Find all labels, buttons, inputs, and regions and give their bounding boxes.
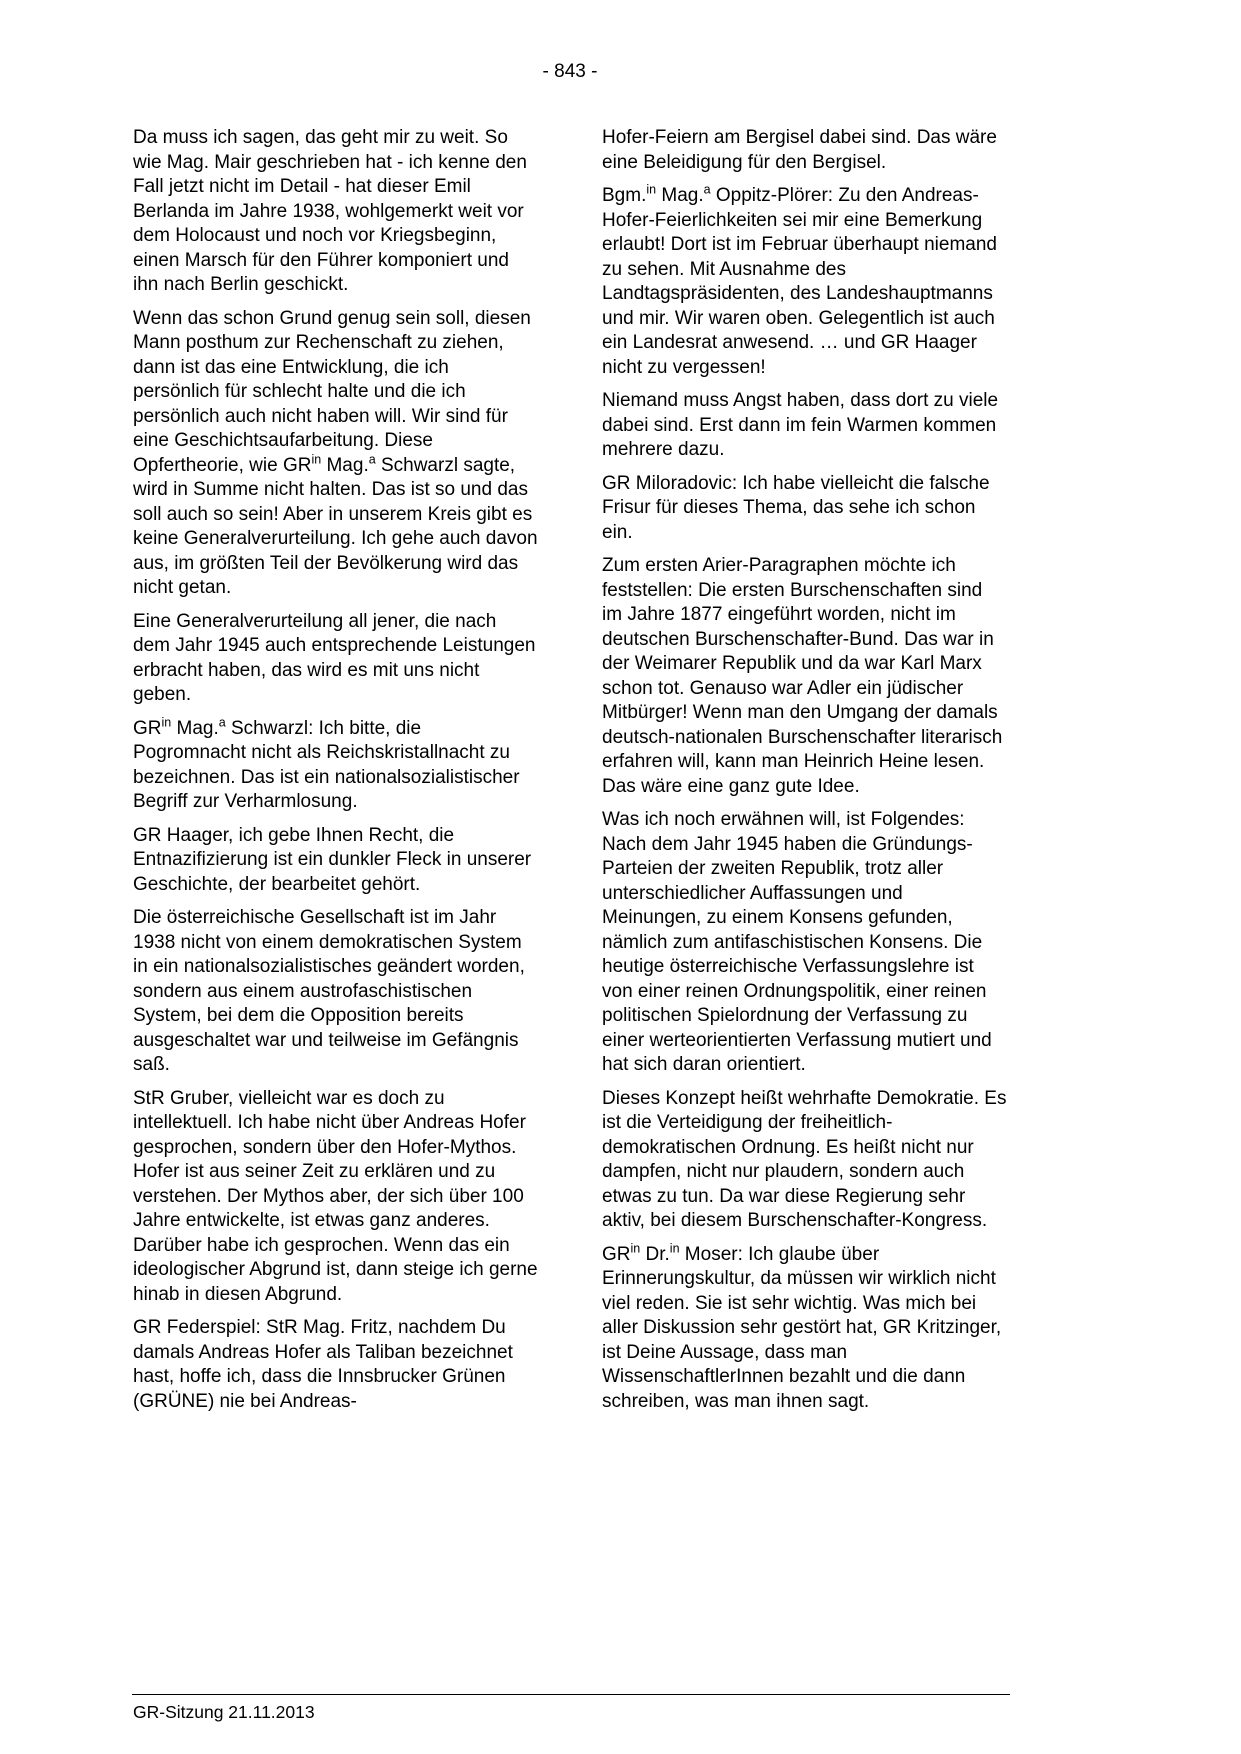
paragraph: Zum ersten Arier-Paragraphen möchte ich feststellen: Die ersten Burschenschaften sind im Jahre 1877 eingeführt worden, nicht im deutschen Burschenschafter-Bund. Das war in der Weimarer Republik und da war Karl Marx schon tot. Genauso war Adler ein jüdischer Mitbürger! Wenn man den Umgang der damals deutsch-nationalen Burschenschafter literarisch erfahren will, kann man Heinrich Heine lesen. Das wäre eine ganz gute Idee.	[602, 555, 1003, 797]
text-columns	[133, 126, 1007, 1423]
paragraph: $GR^{in}$ Mag.$^a$ Schwarzl: Ich bitte, die Pogromnacht nicht als Reichskristallnacht zu bezeichnen. Das ist ein nationalsozialistischer Begriff zur Verharmlosung.	[133, 715, 520, 812]
superscript: a	[218, 715, 226, 730]
page-number: - 843 -	[542, 61, 598, 82]
superscript: in	[161, 715, 172, 730]
paragraph: Dieses Konzept heißt wehrhafte Demokratie. Es ist die Verteidigung der freiheitlich-demokratischen Ordnung. Es heißt nicht nur dampfen, nicht nur plaudern, sondern auch etwas zu tun. Da war diese Regierung sehr aktiv, bei diesem Burschenschafter-Kongress.	[602, 1087, 1007, 1231]
superscript: a	[368, 452, 376, 467]
paragraph: Bgm.$^{in}$ Mag.$^a$ Oppitz-Plörer: Zu den Andreas-Hofer-Feierlichkeiten sei mir eine Bemerkung erlaubt! Dort ist im Februar überhaupt niemand zu sehen. Mit Ausnahme des Landtagspräsidenten, des Landeshauptmanns und mir. Wir waren oben. Gelegentlich ist auch ein Landesrat anwesend. … und GR Haager nicht zu vergessen!	[602, 182, 997, 378]
left-column	[133, 126, 538, 1423]
paragraph: Da muss ich sagen, das geht mir zu weit. So wie Mag. Mair geschrieben hat - ich kenne den Fall jetzt nicht im Detail - hat dieser Emil Berlanda im Jahre 1938, wohlgemerkt weit vor dem Holocaust und noch vor Kriegsbeginn, einen Marsch für den Führer komponiert und ihn nach Berlin geschickt.	[133, 127, 527, 295]
superscript: in	[311, 452, 322, 467]
right-column	[602, 126, 1007, 1423]
paragraph: GR Haager, ich gebe Ihnen Recht, die Entnazifizierung ist ein dunkler Fleck in unserer Geschichte, der bearbeitet gehört.	[133, 824, 532, 895]
paragraph: Eine Generalverurteilung all jener, die nach dem Jahr 1945 auch entsprechende Leistungen erbracht haben, das wird es mit uns nicht geben.	[133, 610, 536, 705]
paragraph: Hofer-Feiern am Bergisel dabei sind. Das wäre eine Beleidigung für den Bergisel.	[602, 127, 997, 173]
superscript: a	[703, 182, 711, 197]
paragraph: StR Gruber, vielleicht war es doch zu intellektuell. Ich habe nicht über Andreas Hofer gesprochen, sondern über den Hofer-Mythos. Hofer ist aus seiner Zeit zu erklären und zu verstehen. Der Mythos aber, der sich über 100 Jahre entwickelte, ist etwas ganz anderes. Darüber habe ich gesprochen. Wenn das ein ideologischer Abgrund ist, dann steige ich gerne hinab in diesen Abgrund.	[133, 1087, 538, 1305]
paragraph: Die österreichische Gesellschaft ist im Jahr 1938 nicht von einem demokratischen System in ein nationalsozialistisches geändert worden, sondern aus einem austrofaschistischen System, bei dem die Opposition bereits ausgeschaltet war und teilweise im Gefängnis saß.	[133, 907, 525, 1075]
superscript: in	[646, 182, 657, 197]
footer-divider	[132, 1694, 1010, 1695]
paragraph: Was ich noch erwähnen will, ist Folgendes: Nach dem Jahr 1945 haben die Gründungs-Parteien der zweiten Republik, trotz aller unterschiedlicher Auffassungen und Meinungen, zu einem Konsens gefunden, nämlich zum antifaschistischen Konsens. Die heutige österreichische Verfassungslehre ist von einer reinen Ordnungspolitik, einer reinen politischen Spielordnung der Verfassung zu einer werteorientierten Verfassung mutiert und hat sich daran orientiert.	[602, 809, 992, 1075]
superscript: in	[630, 1241, 641, 1256]
footer-label: GR-Sitzung 21.11.2013	[133, 1702, 315, 1722]
paragraph: GR Federspiel: StR Mag. Fritz, nachdem Du damals Andreas Hofer als Taliban bezeichnet hast, hoffe ich, dass die Innsbrucker Grünen (GRÜNE) nie bei Andreas-	[133, 1317, 513, 1412]
superscript: in	[669, 1241, 680, 1256]
paragraph: $GR^{in}$ Dr.$^{in}$ Moser: Ich glaube über Erinnerungskultur, da müssen wir wirklich nicht viel reden. Sie ist sehr wichtig. Was mich bei aller Diskussion sehr gestört hat, GR Kritzinger, ist Deine Aussage, dass man WissenschaftlerInnen bezahlt und die dann schreiben, was man ihnen sagt.	[602, 1241, 1002, 1412]
paragraph: GR Miloradovic: Ich habe vielleicht die falsche Frisur für dieses Thema, das sehe ich schon ein.	[602, 472, 990, 543]
paragraph: Wenn das schon Grund genug sein soll, diesen Mann posthum zur Rechenschaft zu ziehen, dann ist das eine Entwicklung, die ich persönlich für schlecht halte und die ich persönlich auch nicht haben will. Wir sind für eine Geschichtsaufarbeitung. Diese Opfertheorie, wie $GR^{in}$ Mag.$^a$ Schwarzl sagte, wird in Summe nicht halten. Das ist so und das soll auch so sein! Aber in unserem Kreis gibt es keine Generalverurteilung. Ich gehe auch davon aus, im größten Teil der Bevölkerung wird das nicht getan.	[133, 307, 538, 598]
paragraph: Niemand muss Angst haben, dass dort zu viele dabei sind. Erst dann im fein Warmen kommen mehrere dazu.	[602, 390, 999, 460]
